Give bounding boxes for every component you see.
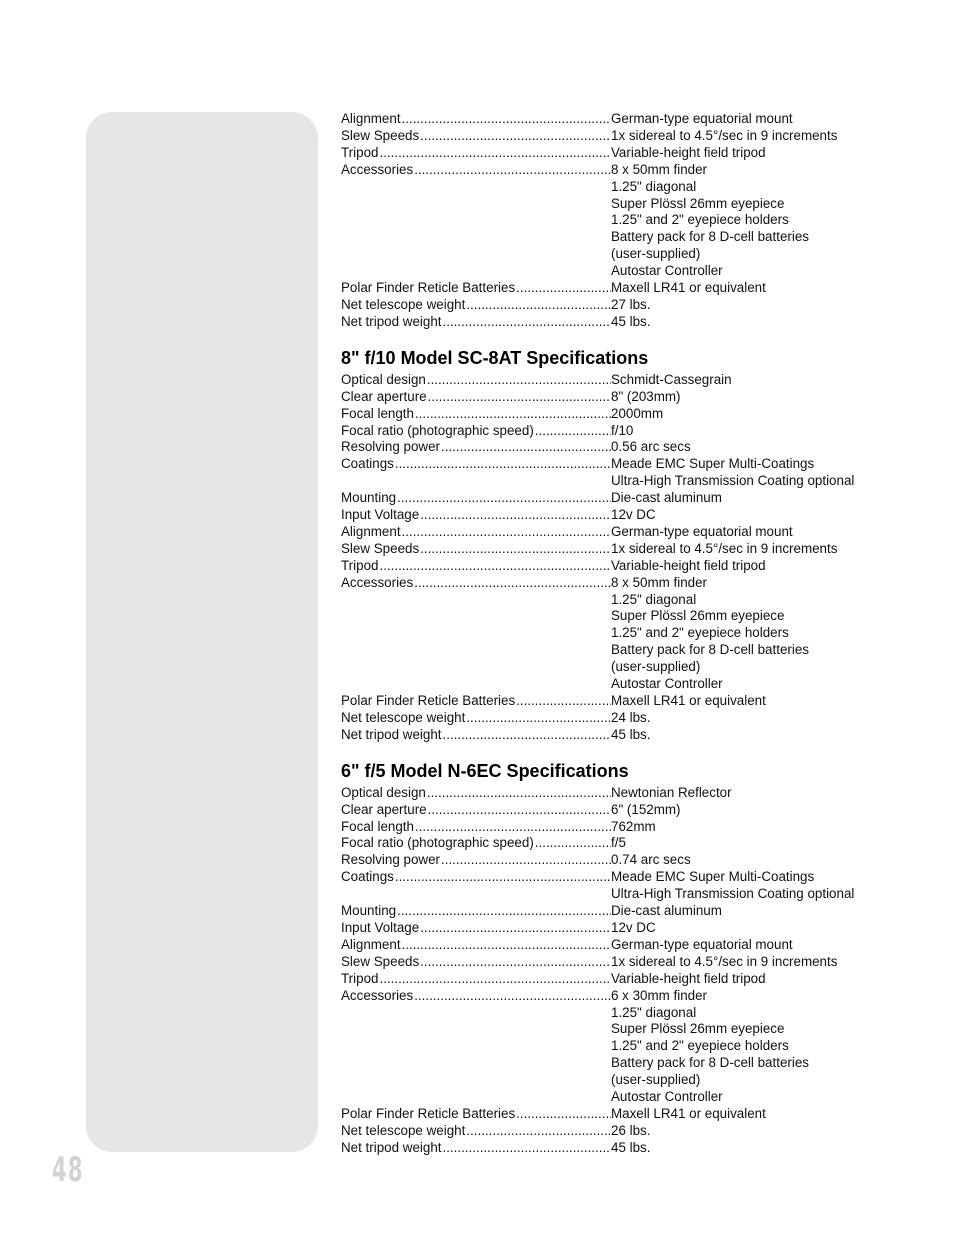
spec-label-cell: [341, 389, 611, 406]
section-title: 8" f/10 Model SC-8AT Specifications: [341, 347, 649, 368]
dot-leader: [397, 490, 611, 507]
spec-label: Accessories: [341, 574, 414, 590]
spec-value: Newtonian Reflector: [611, 784, 732, 800]
spec-row: [341, 920, 881, 937]
spec-row: [341, 575, 881, 592]
spec-value: German-type equatorial mount: [611, 936, 793, 952]
dot-leader: [428, 802, 611, 819]
spec-row: [341, 314, 881, 331]
spec-label-cell: [341, 693, 611, 710]
spec-label-cell: [341, 835, 611, 852]
spec-value: 8" (203mm): [611, 388, 681, 404]
spec-value: 1.25" diagonal: [611, 591, 697, 607]
spec-row: [341, 727, 881, 744]
spec-row: [341, 1005, 881, 1022]
spec-label-cell: [341, 710, 611, 727]
spec-label-cell: [341, 145, 611, 162]
spec-label-cell: [341, 128, 611, 145]
spec-label: Net telescope weight: [341, 1122, 466, 1138]
dot-leader: [420, 541, 611, 558]
dot-leader: [441, 439, 611, 456]
spec-row: [341, 802, 881, 819]
spec-row: [341, 1123, 881, 1140]
spec-section: [341, 760, 881, 1157]
dot-leader: [420, 954, 611, 971]
dot-leader: [428, 389, 611, 406]
spec-row: [341, 229, 881, 246]
spec-value: 1.25" and 2" eyepiece holders: [611, 625, 789, 641]
spec-row: [341, 903, 881, 920]
spec-value: Die-cast aluminum: [611, 903, 722, 919]
dot-leader: [535, 835, 611, 852]
spec-row: [341, 1055, 881, 1072]
sidebar-panel: [86, 112, 318, 1152]
dot-leader: [402, 524, 611, 541]
dot-leader: [466, 1123, 611, 1140]
dot-leader: [420, 920, 611, 937]
dot-leader: [535, 423, 611, 440]
spec-label: Mounting: [341, 490, 397, 506]
spec-label-cell: [341, 988, 611, 1005]
spec-row: [341, 642, 881, 659]
dot-leader: [395, 869, 611, 886]
spec-label-cell: [341, 524, 611, 541]
spec-label: Slew Speeds: [341, 953, 420, 969]
spec-value: 6" (152mm): [611, 801, 681, 817]
spec-row: [341, 297, 881, 314]
dot-leader: [397, 903, 611, 920]
spec-value: Variable-height field tripod: [611, 970, 766, 986]
spec-label: Slew Speeds: [341, 540, 420, 556]
spec-row: [341, 937, 881, 954]
spec-value: 1.25" diagonal: [611, 178, 697, 194]
spec-value: 1x sidereal to 4.5°/sec in 9 increments: [611, 127, 838, 143]
spec-label: Tripod: [341, 970, 379, 986]
spec-value: 6 x 30mm finder: [611, 987, 708, 1003]
spec-value: 45 lbs.: [611, 313, 651, 329]
spec-label: Mounting: [341, 903, 397, 919]
spec-value: 45 lbs.: [611, 1139, 651, 1155]
dot-leader: [516, 1106, 611, 1123]
spec-label-cell: [341, 297, 611, 314]
dot-leader: [427, 785, 611, 802]
spec-label-cell: [341, 903, 611, 920]
spec-row: [341, 558, 881, 575]
spec-value: Meade EMC Super Multi-Coatings: [611, 869, 815, 885]
spec-row: [341, 592, 881, 609]
spec-label: Focal ratio (photographic speed): [341, 422, 534, 438]
spec-value: Maxell LR41 or equivalent: [611, 1105, 766, 1121]
dot-leader: [420, 128, 611, 145]
spec-label: Clear aperture: [341, 801, 427, 817]
spec-label-cell: [341, 541, 611, 558]
spec-value: 1.25" diagonal: [611, 1004, 697, 1020]
spec-value: Maxell LR41 or equivalent: [611, 693, 766, 708]
spec-label-cell: [341, 954, 611, 971]
spec-value: 27 lbs.: [611, 296, 651, 312]
spec-value: 8 x 50mm finder: [611, 574, 708, 590]
spec-row: [341, 524, 881, 541]
spec-value: 24 lbs.: [611, 709, 651, 725]
spec-row: [341, 971, 881, 988]
spec-row: [341, 852, 881, 869]
spec-label: Clear aperture: [341, 388, 427, 404]
dot-leader: [466, 297, 611, 314]
spec-label: Accessories: [341, 987, 414, 1003]
spec-value: Variable-height field tripod: [611, 144, 766, 160]
spec-row: [341, 710, 881, 727]
dot-leader: [415, 819, 611, 836]
dot-leader: [442, 727, 611, 744]
spec-row: [341, 869, 881, 886]
spec-value: 26 lbs.: [611, 1122, 651, 1138]
spec-value: Super Plössl 26mm eyepiece: [611, 1021, 785, 1037]
spec-value: 0.56 arc secs: [611, 439, 691, 455]
spec-value: Autostar Controller: [611, 263, 723, 279]
spec-label-cell: [341, 819, 611, 836]
spec-label-cell: [341, 423, 611, 440]
spec-section: [341, 111, 881, 331]
spec-value: Die-cast aluminum: [611, 490, 722, 506]
spec-label: Alignment: [341, 111, 401, 126]
spec-label: Alignment: [341, 936, 401, 952]
spec-label-cell: [341, 1123, 611, 1140]
spec-row: [341, 785, 881, 802]
spec-value: 45 lbs.: [611, 726, 651, 742]
spec-label-cell: [341, 852, 611, 869]
spec-label-cell: [341, 280, 611, 297]
spec-label: Net telescope weight: [341, 296, 466, 312]
dot-leader: [516, 693, 611, 710]
spec-row: [341, 263, 881, 280]
dot-leader: [420, 507, 611, 524]
spec-label: Polar Finder Reticle Batteries: [341, 280, 516, 296]
spec-label: Net telescope weight: [341, 709, 466, 725]
spec-label: Net tripod weight: [341, 1139, 442, 1155]
spec-label-cell: [341, 869, 611, 886]
spec-label-cell: [341, 802, 611, 819]
spec-label: Resolving power: [341, 852, 440, 868]
spec-value: 8 x 50mm finder: [611, 161, 708, 177]
dot-leader: [395, 456, 611, 473]
spec-value: (user-supplied): [611, 659, 701, 675]
spec-label-cell: [341, 456, 611, 473]
spec-value: 12v DC: [611, 507, 656, 523]
spec-value: Variable-height field tripod: [611, 557, 766, 573]
spec-row: [341, 196, 881, 213]
spec-value: f/5: [611, 835, 626, 851]
spec-label: Input Voltage: [341, 919, 420, 935]
spec-value: 1x sidereal to 4.5°/sec in 9 increments: [611, 953, 838, 969]
spec-label-cell: [341, 971, 611, 988]
spec-value: Ultra-High Transmission Coating optional: [611, 473, 855, 489]
spec-value: Battery pack for 8 D-cell batteries: [611, 1055, 809, 1071]
dot-leader: [414, 575, 611, 592]
dot-leader: [441, 852, 611, 869]
spec-label-cell: [341, 490, 611, 507]
dot-leader: [402, 937, 611, 954]
spec-label: Alignment: [341, 523, 401, 539]
dot-leader: [415, 406, 611, 423]
spec-value: Battery pack for 8 D-cell batteries: [611, 229, 809, 245]
spec-section: [341, 347, 881, 744]
spec-row: [341, 128, 881, 145]
spec-content: [341, 111, 881, 1157]
spec-value: Meade EMC Super Multi-Coatings: [611, 456, 815, 472]
spec-value: 1x sidereal to 4.5°/sec in 9 increments: [611, 540, 838, 556]
section-title: 6" f/5 Model N-6EC Specifications: [341, 760, 629, 781]
spec-value: Autostar Controller: [611, 676, 723, 692]
spec-value: Battery pack for 8 D-cell batteries: [611, 642, 809, 658]
spec-label-cell: [341, 1140, 611, 1157]
spec-label-cell: [341, 372, 611, 389]
spec-row: [341, 608, 881, 625]
spec-value: German-type equatorial mount: [611, 111, 793, 126]
spec-label: Focal length: [341, 818, 414, 834]
spec-value: (user-supplied): [611, 246, 701, 262]
spec-label: Accessories: [341, 161, 414, 177]
spec-row: [341, 1038, 881, 1055]
dot-leader: [414, 988, 611, 1005]
spec-row: [341, 1089, 881, 1106]
dot-leader: [466, 710, 611, 727]
spec-label: Net tripod weight: [341, 726, 442, 742]
spec-row: [341, 1021, 881, 1038]
spec-value: (user-supplied): [611, 1072, 701, 1088]
spec-label: Tripod: [341, 144, 379, 160]
dot-leader: [442, 1140, 611, 1157]
spec-label-cell: [341, 575, 611, 592]
spec-label-cell: [341, 1106, 611, 1123]
spec-label: Net tripod weight: [341, 313, 442, 329]
spec-row: [341, 145, 881, 162]
spec-label-cell: [341, 314, 611, 331]
spec-value: Ultra-High Transmission Coating optional: [611, 886, 855, 902]
spec-row: [341, 423, 881, 440]
spec-label: Optical design: [341, 371, 426, 387]
spec-row: [341, 280, 881, 297]
spec-row: [341, 693, 881, 710]
spec-row: [341, 212, 881, 229]
spec-row: [341, 541, 881, 558]
spec-row: [341, 507, 881, 524]
dot-leader: [414, 162, 611, 179]
spec-value: German-type equatorial mount: [611, 523, 793, 539]
spec-row: [341, 406, 881, 423]
spec-value: f/10: [611, 422, 634, 438]
spec-row: [341, 162, 881, 179]
dot-leader: [442, 314, 611, 331]
spec-row: [341, 835, 881, 852]
spec-label: Slew Speeds: [341, 127, 420, 143]
spec-row: [341, 988, 881, 1005]
spec-row: [341, 625, 881, 642]
spec-value: Super Plössl 26mm eyepiece: [611, 195, 785, 211]
spec-row: [341, 819, 881, 836]
spec-row: [341, 886, 881, 903]
spec-label-cell: [341, 558, 611, 575]
dot-leader: [402, 111, 611, 128]
spec-value: 1.25" and 2" eyepiece holders: [611, 1038, 789, 1054]
spec-row: [341, 111, 881, 128]
spec-label-cell: [341, 727, 611, 744]
spec-label: Tripod: [341, 557, 379, 573]
spec-label-cell: [341, 785, 611, 802]
spec-label-cell: [341, 937, 611, 954]
spec-label: Focal ratio (photographic speed): [341, 835, 534, 851]
spec-value: Maxell LR41 or equivalent: [611, 280, 766, 296]
spec-value: 762mm: [611, 818, 656, 834]
dot-leader: [379, 558, 611, 575]
spec-row: [341, 1106, 881, 1123]
spec-row: [341, 954, 881, 971]
spec-row: [341, 1072, 881, 1089]
spec-value: 0.74 arc secs: [611, 852, 691, 868]
page-number: 48: [52, 1150, 84, 1190]
spec-label: Coatings: [341, 869, 394, 885]
dot-leader: [516, 280, 611, 297]
spec-value: 12v DC: [611, 919, 656, 935]
spec-row: [341, 473, 881, 490]
spec-label: Coatings: [341, 456, 394, 472]
dot-leader: [379, 971, 611, 988]
spec-label: Polar Finder Reticle Batteries: [341, 693, 516, 708]
spec-label-cell: [341, 111, 611, 128]
spec-label-cell: [341, 439, 611, 456]
spec-label: Resolving power: [341, 439, 440, 455]
spec-row: [341, 246, 881, 263]
spec-value: Schmidt-Cassegrain: [611, 371, 732, 387]
spec-row: [341, 1140, 881, 1157]
spec-label-cell: [341, 920, 611, 937]
spec-value: Super Plössl 26mm eyepiece: [611, 608, 785, 624]
spec-row: [341, 456, 881, 473]
spec-row: [341, 676, 881, 693]
spec-label: Input Voltage: [341, 507, 420, 523]
spec-row: [341, 389, 881, 406]
spec-row: [341, 490, 881, 507]
dot-leader: [427, 372, 611, 389]
spec-label: Focal length: [341, 405, 414, 421]
dot-leader: [379, 145, 611, 162]
spec-label: Optical design: [341, 784, 426, 800]
spec-value: Autostar Controller: [611, 1089, 723, 1105]
spec-value: 2000mm: [611, 405, 664, 421]
spec-row: [341, 372, 881, 389]
spec-row: [341, 659, 881, 676]
spec-label: Polar Finder Reticle Batteries: [341, 1105, 516, 1121]
spec-value: 1.25" and 2" eyepiece holders: [611, 212, 789, 228]
spec-label-cell: [341, 162, 611, 179]
spec-label-cell: [341, 406, 611, 423]
spec-row: [341, 439, 881, 456]
spec-row: [341, 179, 881, 196]
spec-label-cell: [341, 507, 611, 524]
